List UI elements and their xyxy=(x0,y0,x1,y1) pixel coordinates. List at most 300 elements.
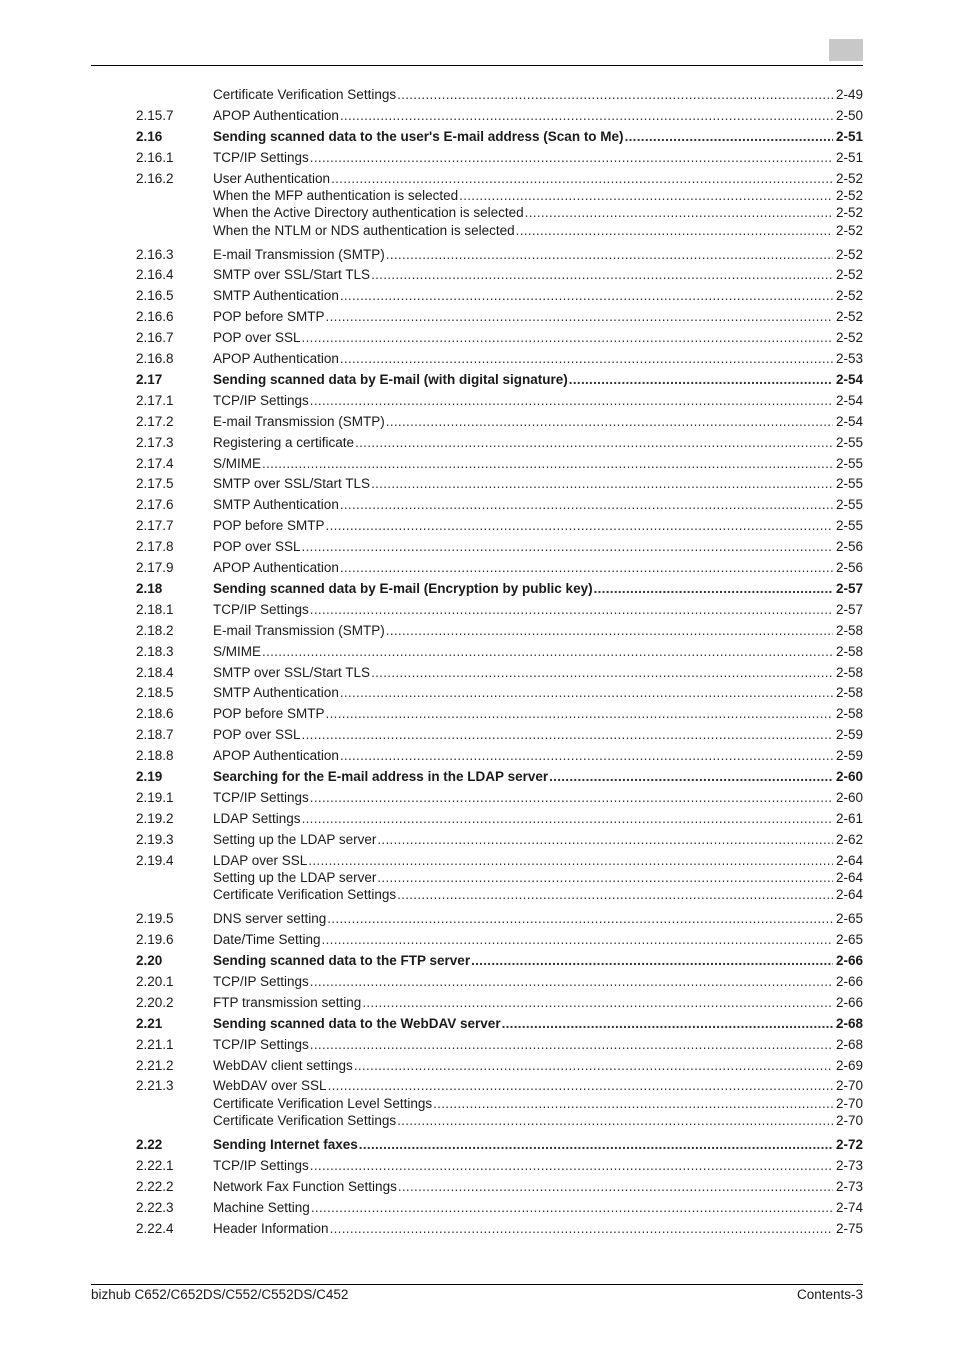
toc-dot-leader xyxy=(371,476,833,492)
toc-page-number: 2-52 xyxy=(835,288,863,304)
toc-entry[interactable] xyxy=(0,1179,954,1195)
toc-entry-line xyxy=(213,435,863,451)
toc-page-number: 2-58 xyxy=(835,622,863,638)
toc-title: POP over SSL xyxy=(213,539,301,555)
toc-page-number: 2-65 xyxy=(835,932,863,948)
toc-number: 2.17.6 xyxy=(136,497,174,513)
toc-entry[interactable] xyxy=(0,853,954,869)
toc-section[interactable] xyxy=(0,581,954,597)
toc-title: Certificate Verification Settings xyxy=(213,1113,397,1128)
toc-entry-line xyxy=(213,560,863,576)
toc-dot-leader xyxy=(310,602,833,618)
toc-entry[interactable] xyxy=(0,685,954,701)
toc-entry-line xyxy=(213,108,863,124)
toc-page-number: 2-55 xyxy=(835,518,863,534)
toc-title: E-mail Transmission (SMTP) xyxy=(213,413,385,429)
toc-number: 2.17.5 xyxy=(136,476,174,492)
toc-page-number: 2-68 xyxy=(835,1015,863,1031)
toc-entry-line xyxy=(213,706,863,722)
toc-entry-line xyxy=(213,476,863,492)
toc-entry[interactable] xyxy=(0,623,954,639)
toc-title: E-mail Transmission (SMTP) xyxy=(213,622,385,638)
toc-entry[interactable] xyxy=(0,974,954,990)
toc-entry[interactable] xyxy=(0,476,954,492)
toc-dot-leader xyxy=(326,518,833,534)
toc-entry[interactable] xyxy=(0,748,954,764)
toc-entry-line xyxy=(213,581,863,597)
toc-number: 2.22 xyxy=(136,1137,163,1152)
toc-title: Date/Time Setting xyxy=(213,932,321,948)
toc-page-number: 2-66 xyxy=(835,973,863,989)
toc-title: APOP Authentication xyxy=(213,560,339,575)
header-tab-marker xyxy=(829,39,863,61)
toc-title: E-mail Transmission (SMTP) xyxy=(213,246,385,262)
toc-entry[interactable] xyxy=(0,288,954,304)
toc-subentry[interactable] xyxy=(0,887,954,903)
toc-entry-line xyxy=(213,393,863,409)
toc-page-number: 2-52 xyxy=(835,246,863,262)
toc-page-number: 2-50 xyxy=(835,107,863,123)
toc-page-number: 2-60 xyxy=(835,789,863,805)
toc-dot-leader xyxy=(310,790,833,806)
toc-number: 2.18.8 xyxy=(136,748,174,764)
toc-entry-line xyxy=(213,129,863,145)
toc-number: 2.17.1 xyxy=(136,392,174,408)
toc-dot-leader xyxy=(340,108,833,124)
toc-entry-line xyxy=(213,372,863,388)
toc-title: Sending scanned data to the WebDAV server xyxy=(213,1015,501,1031)
toc-entry[interactable] xyxy=(0,1058,954,1074)
toc-entry[interactable] xyxy=(0,539,954,555)
toc-subentry[interactable] xyxy=(0,1113,954,1129)
toc-title: FTP transmission setting xyxy=(213,994,362,1010)
toc-section[interactable] xyxy=(0,372,954,388)
toc-page-number: 2-51 xyxy=(835,149,863,165)
toc-number: 2.19.3 xyxy=(136,831,174,847)
toc-dot-leader xyxy=(302,330,833,346)
toc-entry[interactable] xyxy=(0,414,954,430)
toc-entry-line xyxy=(213,309,863,325)
toc-entry-line xyxy=(213,887,863,903)
toc-entry[interactable] xyxy=(0,267,954,283)
toc-dot-leader xyxy=(302,539,833,555)
toc-title: When the Active Directory authentication is selected xyxy=(213,205,524,221)
toc-page-number: 2-65 xyxy=(835,911,863,927)
toc-dot-leader xyxy=(340,685,833,701)
toc-page-number: 2-49 xyxy=(835,87,863,102)
toc-page-number: 2-66 xyxy=(835,953,863,968)
toc-page-number: 2-52 xyxy=(835,205,863,221)
toc-title: S/MIME xyxy=(213,643,262,659)
toc-number: 2.17.4 xyxy=(136,455,174,471)
toc-number: 2.21 xyxy=(136,1015,163,1031)
toc-entry-line xyxy=(213,87,863,103)
toc-entry-line xyxy=(213,150,863,166)
toc-dot-leader xyxy=(397,87,833,103)
toc-entry[interactable] xyxy=(0,790,954,806)
toc-title: User Authentication xyxy=(213,170,331,186)
toc-title: WebDAV over SSL xyxy=(213,1078,327,1094)
toc-entry[interactable] xyxy=(0,351,954,367)
toc-title: TCP/IP Settings xyxy=(213,392,309,408)
toc-entry[interactable] xyxy=(0,108,954,124)
toc-dot-leader xyxy=(549,769,833,785)
toc-entry-line xyxy=(213,727,863,743)
toc-dot-leader xyxy=(262,644,833,660)
toc-section[interactable] xyxy=(0,129,954,145)
toc-page-number: 2-69 xyxy=(835,1057,863,1073)
toc-number: 2.16.6 xyxy=(136,309,174,325)
toc-number: 2.17 xyxy=(136,371,163,387)
toc-page-number: 2-75 xyxy=(835,1220,863,1236)
toc-entry[interactable] xyxy=(0,811,954,827)
toc-title: SMTP over SSL/Start TLS xyxy=(213,664,371,680)
toc-entry[interactable] xyxy=(0,247,954,263)
toc-number: 2.17.8 xyxy=(136,539,174,555)
toc-subentry[interactable] xyxy=(0,188,954,204)
toc-title: SMTP over SSL/Start TLS xyxy=(213,476,371,492)
toc-title: Certificate Verification Settings xyxy=(213,87,397,102)
toc-page-number: 2-64 xyxy=(835,887,863,903)
toc-page-number: 2-73 xyxy=(835,1157,863,1173)
toc-entry-line xyxy=(213,1158,863,1174)
toc-number: 2.16.4 xyxy=(136,267,174,283)
toc-number: 2.16.7 xyxy=(136,330,174,346)
toc-title: Searching for the E-mail address in the LDAP server xyxy=(213,769,549,784)
toc-subentry[interactable] xyxy=(0,1096,954,1112)
toc-number: 2.17.3 xyxy=(136,434,174,450)
toc-page-number: 2-73 xyxy=(835,1178,863,1194)
toc-entry-line xyxy=(213,832,863,848)
toc-dot-leader xyxy=(594,581,833,597)
toc-entry-line xyxy=(213,288,863,304)
toc-title: Header Information xyxy=(213,1220,329,1236)
toc-number: 2.15.7 xyxy=(136,107,174,123)
toc-entry-line xyxy=(213,811,863,827)
toc-subentry[interactable] xyxy=(0,223,954,239)
toc-entry-line xyxy=(213,623,863,639)
toc-entry[interactable] xyxy=(0,150,954,166)
toc-page-number: 2-54 xyxy=(835,371,863,387)
toc-page-number: 2-52 xyxy=(835,309,863,325)
toc-dot-leader xyxy=(359,1137,833,1153)
toc-page-number: 2-59 xyxy=(835,727,863,743)
toc-title: Registering a certificate xyxy=(213,434,355,450)
toc-entry-line xyxy=(213,665,863,681)
toc-number: 2.22.2 xyxy=(136,1178,174,1194)
toc-title: DNS server setting xyxy=(213,911,327,927)
toc-entry-line xyxy=(213,644,863,660)
toc-number: 2.16 xyxy=(136,128,163,144)
toc-section[interactable] xyxy=(0,1016,954,1032)
toc-page-number: 2-66 xyxy=(835,994,863,1010)
toc-entry[interactable] xyxy=(0,832,954,848)
toc-page-number: 2-55 xyxy=(835,455,863,471)
toc-number: 2.20.1 xyxy=(136,973,174,989)
toc-entry-line xyxy=(213,853,863,869)
toc-title: TCP/IP Settings xyxy=(213,789,309,805)
toc-title: Certificate Verification Settings xyxy=(213,887,397,903)
toc-number: 2.18.5 xyxy=(136,685,174,701)
toc-subentry[interactable] xyxy=(0,205,954,221)
toc-title: SMTP Authentication xyxy=(213,685,339,701)
toc-entry-line xyxy=(213,1037,863,1053)
footer-divider xyxy=(91,1284,863,1285)
toc-entry-line xyxy=(213,974,863,990)
toc-number: 2.18.2 xyxy=(136,622,174,638)
toc-number: 2.19.2 xyxy=(136,810,174,826)
toc-dot-leader xyxy=(308,853,833,869)
toc-dot-leader xyxy=(377,870,833,886)
toc-page-number: 2-58 xyxy=(835,643,863,659)
toc-number: 2.16.8 xyxy=(136,351,174,366)
toc-section[interactable] xyxy=(0,769,954,785)
toc-dot-leader xyxy=(340,560,833,576)
toc-entry[interactable] xyxy=(0,644,954,660)
toc-page-number: 2-64 xyxy=(835,852,863,868)
toc-entry-line xyxy=(213,497,863,513)
toc-number: 2.18.6 xyxy=(136,706,174,722)
toc-dot-leader xyxy=(569,372,833,388)
toc-entry-line xyxy=(213,932,863,948)
toc-number: 2.18.7 xyxy=(136,727,174,743)
toc-title: Sending scanned data by E-mail (Encryption by public key) xyxy=(213,580,593,596)
toc-entry[interactable] xyxy=(0,393,954,409)
toc-title: POP over SSL xyxy=(213,727,301,743)
toc-dot-leader xyxy=(326,706,833,722)
toc-page-number: 2-70 xyxy=(835,1078,863,1094)
toc-entry-line xyxy=(213,1016,863,1032)
toc-dot-leader xyxy=(327,911,833,927)
toc-entry[interactable] xyxy=(0,1221,954,1237)
toc-entry[interactable] xyxy=(0,456,954,472)
toc-number: 2.22.3 xyxy=(136,1199,174,1215)
toc-page-number: 2-70 xyxy=(835,1113,863,1128)
toc-page-number: 2-52 xyxy=(835,222,863,238)
toc-title: SMTP Authentication xyxy=(213,497,339,513)
toc-entry-line xyxy=(213,171,863,187)
toc-dot-leader xyxy=(471,953,833,969)
toc-entry-line xyxy=(213,602,863,618)
toc-dot-leader xyxy=(371,665,833,681)
toc-dot-leader xyxy=(377,832,833,848)
toc-dot-leader xyxy=(459,188,833,204)
toc-entry-line xyxy=(213,1137,863,1153)
toc-entry[interactable] xyxy=(0,1200,954,1216)
toc-dot-leader xyxy=(302,811,833,827)
toc-dot-leader xyxy=(386,623,833,639)
toc-entry[interactable] xyxy=(0,330,954,346)
toc-title: LDAP over SSL xyxy=(213,852,308,868)
toc-number: 2.21.1 xyxy=(136,1036,174,1052)
toc-dot-leader xyxy=(310,1158,833,1174)
toc-dot-leader xyxy=(310,393,833,409)
toc-entry[interactable] xyxy=(0,1078,954,1094)
toc-page-number: 2-56 xyxy=(835,560,863,575)
toc-page-number: 2-55 xyxy=(835,476,863,492)
toc-entry-line xyxy=(213,1096,863,1112)
toc-entry-line xyxy=(213,414,863,430)
toc-entry[interactable] xyxy=(0,995,954,1011)
toc-title: SMTP Authentication xyxy=(213,288,339,304)
toc-entry-line xyxy=(213,223,863,239)
toc-dot-leader xyxy=(340,351,833,367)
toc-page-number: 2-52 xyxy=(835,330,863,346)
toc-number: 2.19.4 xyxy=(136,852,174,868)
toc-number: 2.16.1 xyxy=(136,149,174,165)
toc-title: WebDAV client settings xyxy=(213,1057,353,1073)
toc-entry-line xyxy=(213,769,863,785)
toc-dot-leader xyxy=(340,497,833,513)
toc-page-number: 2-54 xyxy=(835,392,863,408)
toc-dot-leader xyxy=(322,932,833,948)
toc-entry[interactable] xyxy=(0,932,954,948)
toc-title: POP over SSL xyxy=(213,330,301,346)
toc-entry-line xyxy=(213,790,863,806)
toc-number: 2.22.1 xyxy=(136,1157,174,1173)
toc-page-number: 2-55 xyxy=(835,434,863,450)
toc-entry[interactable] xyxy=(0,309,954,325)
toc-page-number: 2-57 xyxy=(835,601,863,617)
toc-entry[interactable] xyxy=(0,727,954,743)
toc-page-number: 2-52 xyxy=(835,170,863,186)
toc-entry[interactable] xyxy=(0,560,954,576)
toc-number: 2.16.2 xyxy=(136,170,174,186)
footer-model-name: bizhub C652/C652DS/C552/C552DS/C452 xyxy=(91,1287,349,1302)
toc-title: Sending Internet faxes xyxy=(213,1137,358,1152)
toc-title: S/MIME xyxy=(213,455,262,471)
toc-dot-leader xyxy=(340,748,833,764)
toc-title: Certificate Verification Level Settings xyxy=(213,1095,433,1111)
toc-entry-line xyxy=(213,1221,863,1237)
toc-entry-line xyxy=(213,748,863,764)
toc-title: Setting up the LDAP server xyxy=(213,831,377,847)
toc-entry[interactable] xyxy=(0,518,954,534)
toc-entry-line xyxy=(213,1113,863,1129)
toc-page-number: 2-52 xyxy=(835,187,863,203)
toc-number: 2.20.2 xyxy=(136,994,174,1010)
toc-dot-leader xyxy=(516,223,833,239)
toc-dot-leader xyxy=(311,1200,833,1216)
toc-dot-leader xyxy=(330,1221,833,1237)
toc-entry[interactable] xyxy=(0,602,954,618)
toc-number: 2.20 xyxy=(136,953,163,968)
toc-dot-leader xyxy=(262,456,833,472)
toc-subentry[interactable] xyxy=(0,87,954,103)
toc-title: POP before SMTP xyxy=(213,309,325,325)
toc-title: When the NTLM or NDS authentication is selected xyxy=(213,222,515,238)
toc-number: 2.18 xyxy=(136,580,163,596)
toc-number: 2.16.5 xyxy=(136,288,174,304)
toc-title: APOP Authentication xyxy=(213,351,339,366)
toc-number: 2.17.7 xyxy=(136,518,174,534)
toc-dot-leader xyxy=(355,435,833,451)
toc-entry[interactable] xyxy=(0,497,954,513)
toc-page-number: 2-53 xyxy=(835,351,863,366)
toc-title: Sending scanned data by E-mail (with digital signature) xyxy=(213,371,568,387)
toc-dot-leader xyxy=(397,1113,833,1129)
toc-page-number: 2-56 xyxy=(835,539,863,555)
toc-number: 2.22.4 xyxy=(136,1220,174,1236)
toc-dot-leader xyxy=(397,887,833,903)
toc-page-number: 2-54 xyxy=(835,413,863,429)
toc-title: When the MFP authentication is selected xyxy=(213,187,459,203)
toc-number: 2.21.3 xyxy=(136,1078,174,1094)
toc-page-number: 2-68 xyxy=(835,1036,863,1052)
toc-page-number: 2-58 xyxy=(835,664,863,680)
toc-title: SMTP over SSL/Start TLS xyxy=(213,267,371,283)
toc-title: Network Fax Function Settings xyxy=(213,1178,397,1194)
toc-entry[interactable] xyxy=(0,706,954,722)
toc-page-number: 2-55 xyxy=(835,497,863,513)
toc-page-number: 2-70 xyxy=(835,1095,863,1111)
toc-dot-leader xyxy=(502,1016,833,1032)
toc-number: 2.18.1 xyxy=(136,601,174,617)
toc-dot-leader xyxy=(386,247,833,263)
toc-title: POP before SMTP xyxy=(213,706,325,722)
toc-title: TCP/IP Settings xyxy=(213,149,309,165)
toc-entry-line xyxy=(213,685,863,701)
toc-page-number: 2-60 xyxy=(835,769,863,784)
toc-entry[interactable] xyxy=(0,665,954,681)
toc-dot-leader xyxy=(310,150,833,166)
toc-entry-line xyxy=(213,351,863,367)
toc-page-number: 2-72 xyxy=(835,1137,863,1152)
toc-entry[interactable] xyxy=(0,911,954,927)
toc-page-number: 2-58 xyxy=(835,685,863,701)
toc-dot-leader xyxy=(302,727,833,743)
toc-section[interactable] xyxy=(0,953,954,969)
toc-entry[interactable] xyxy=(0,171,954,187)
toc-page-number: 2-51 xyxy=(835,128,863,144)
toc-entry-line xyxy=(213,330,863,346)
toc-entry-line xyxy=(213,1058,863,1074)
toc-subentry[interactable] xyxy=(0,870,954,886)
toc-number: 2.16.3 xyxy=(136,246,174,262)
toc-dot-leader xyxy=(331,171,833,187)
toc-entry-line xyxy=(213,188,863,204)
toc-title: LDAP Settings xyxy=(213,810,301,826)
toc-number: 2.21.2 xyxy=(136,1057,174,1073)
toc-title: TCP/IP Settings xyxy=(213,1157,309,1173)
toc-title: APOP Authentication xyxy=(213,107,339,123)
toc-entry[interactable] xyxy=(0,435,954,451)
toc-entry-line xyxy=(213,953,863,969)
toc-dot-leader xyxy=(371,267,833,283)
toc-entry[interactable] xyxy=(0,1158,954,1174)
toc-dot-leader xyxy=(310,1037,833,1053)
header-divider xyxy=(91,65,863,66)
toc-title: Machine Setting xyxy=(213,1199,310,1215)
toc-dot-leader xyxy=(386,414,833,430)
toc-dot-leader xyxy=(310,974,833,990)
toc-number: 2.17.9 xyxy=(136,560,174,575)
toc-title: POP before SMTP xyxy=(213,518,325,534)
toc-dot-leader xyxy=(362,995,833,1011)
toc-title: Sending scanned data to the FTP server xyxy=(213,953,471,968)
toc-dot-leader xyxy=(525,205,833,221)
toc-page-number: 2-74 xyxy=(835,1199,863,1215)
toc-dot-leader xyxy=(354,1058,833,1074)
footer-page-number: Contents-3 xyxy=(796,1287,863,1302)
toc-page-number: 2-61 xyxy=(835,810,863,826)
toc-page-number: 2-58 xyxy=(835,706,863,722)
toc-number: 2.19.1 xyxy=(136,789,174,805)
toc-section[interactable] xyxy=(0,1137,954,1153)
toc-entry[interactable] xyxy=(0,1037,954,1053)
toc-dot-leader xyxy=(398,1179,833,1195)
toc-title: Sending scanned data to the user's E-mail address (Scan to Me) xyxy=(213,128,624,144)
